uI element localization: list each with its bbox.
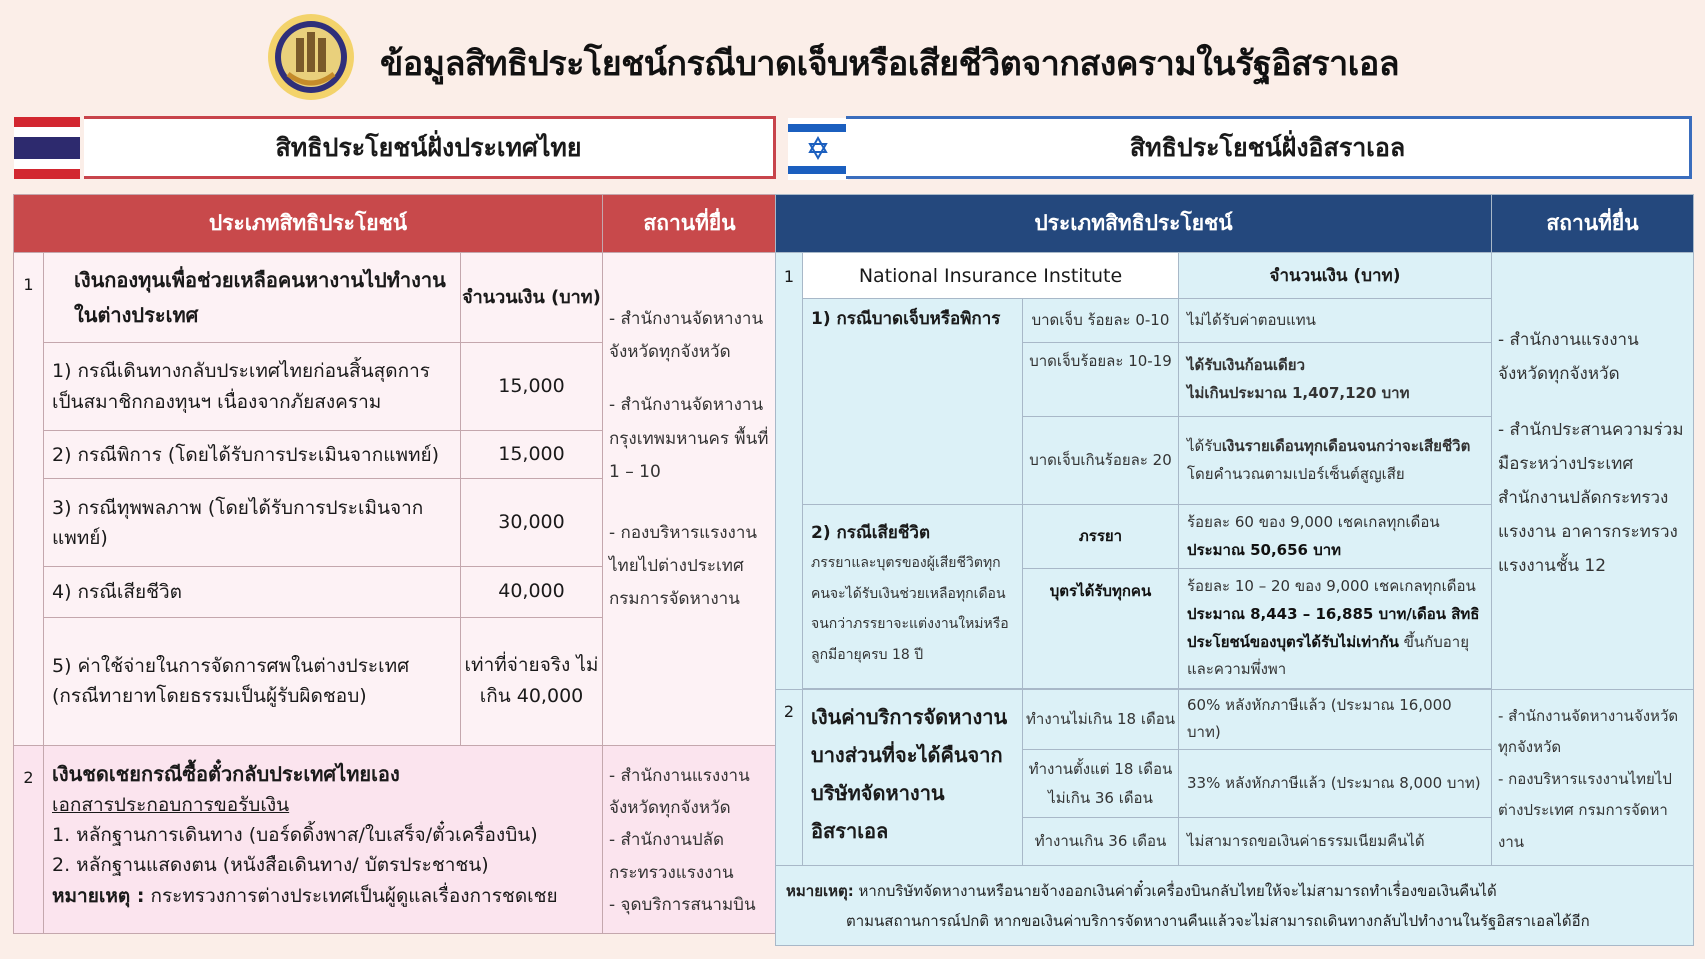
injury-value <box>1179 417 1492 505</box>
injury-value: ไม่ได้รับค่าตอบแทน <box>1179 299 1492 343</box>
injury-level: บาดเจ็บเกินร้อยละ 20 <box>1023 417 1179 505</box>
israel-death-desc: ภรรยาและบุตรของผู้เสียชีวิตทุกคนจะได้รับเงินช่วยเหลือทุกเดือนจนกว่าภรรยาจะแต่งงานใหม่หรือลูกมีอายุครบ 18 ปี <box>811 554 1009 664</box>
note-label: หมายเหตุ: <box>786 881 854 900</box>
thai-item-amount: 30,000 <box>461 479 603 567</box>
page-title: ข้อมูลสิทธิประโยชน์กรณีบาดเจ็บหรือเสียชีวิตจากสงครามในรัฐอิสราเอล <box>380 44 1400 84</box>
spouse-amount: ประมาณ 50,656 บาท <box>1187 540 1342 559</box>
location-item: - สำนักงานปลัดกระทรวงแรงงาน <box>609 830 734 883</box>
thai-sec2-locations <box>603 745 777 933</box>
injury-value-line: ไม่เกินประมาณ 1,407,120 บาท <box>1187 383 1410 402</box>
child-post: ขึ้นกับอายุและความพึ่งพา <box>1187 632 1469 679</box>
thai-item-label: 5) ค่าใช้จ่ายในการจัดการศพในต่างประเทศ (กรณีทายาทโดยธรรมเป็นผู้รับผิดชอบ) <box>44 617 461 745</box>
israel-sec2-num: 2 <box>776 689 803 866</box>
injury-value-pre: ได้รับ <box>1187 436 1222 455</box>
injury-value <box>1179 343 1492 417</box>
location-item: - สำนักงานจัดหางานจังหวัดทุกจังหวัด <box>609 309 764 363</box>
thai-sec1-locations <box>603 253 777 746</box>
child-value-line: ร้อยละ 10 – 20 ของ 9,000 เชคเกลทุกเดือน <box>1187 577 1476 595</box>
note-label: หมายเหตุ : <box>52 884 145 907</box>
location-item: - สำนักงานจัดหางานจังหวัดทุกจังหวัด <box>1498 706 1679 756</box>
injury-value-line: ได้รับเงินก้อนเดียว <box>1187 355 1305 374</box>
injury-value-bold: เงินรายเดือนทุกเดือนจนกว่าจะเสียชีวิต <box>1221 436 1471 455</box>
child-amount-line <box>1187 601 1483 684</box>
thai-item-label: 4) กรณีเสียชีวิต <box>44 567 461 617</box>
thai-item-label: 2) กรณีพิการ (โดยได้รับการประเมินจากแพทย์) <box>44 431 461 479</box>
thai-sec2-doc: 1. หลักฐานการเดินทาง (บอร์ดดิ้งพาส/ใบเสร็จ/ตั๋วเครื่องบิน) <box>52 824 538 847</box>
spouse-value-line: ร้อยละ 60 ของ 9,000 เชคเกลทุกเดือน <box>1187 512 1440 531</box>
child-label: บุตรได้รับทุกคน <box>1023 569 1179 689</box>
refund-value: ไม่สามารถขอเงินค่าธรรมเนียมคืนได้ <box>1179 818 1492 866</box>
thai-header-location: สถานที่ยื่น <box>603 195 777 253</box>
israel-death-title: 2) กรณีเสียชีวิต <box>811 523 930 543</box>
israel-header-location: สถานที่ยื่น <box>1492 195 1694 253</box>
israel-sec1-institute: National Insurance Institute <box>803 253 1179 299</box>
refund-period: ทำงานไม่เกิน 18 เดือน <box>1023 689 1179 750</box>
israel-sec2-title: เงินค่าบริการจัดหางานบางส่วนที่จะได้คืนจากบริษัทจัดหางานอิสราเอล <box>803 689 1023 866</box>
location-item: - สำนักงานแรงงานจังหวัดทุกจังหวัด <box>609 765 750 818</box>
location-item: - จุดบริการสนามบิน <box>609 894 756 915</box>
thai-item-amount: 40,000 <box>461 567 603 617</box>
thai-header-type: ประเภทสิทธิประโยชน์ <box>14 195 603 253</box>
thai-sec2-num: 2 <box>14 745 44 933</box>
spouse-label: ภรรยา <box>1023 505 1179 569</box>
injury-value-post: โดยคำนวณตามเปอร์เซ็นต์สูญเสีย <box>1187 464 1405 483</box>
israel-note-line2: ตามนสถานการณ์ปกติ หากขอเงินค่าบริการจัดหางานคืนแล้วจะไม่สามารถเดินทางกลับไปทำงานในรัฐอิสราเอลได้อีก <box>846 911 1590 930</box>
thai-item-amount: 15,000 <box>461 431 603 479</box>
location-item: - กองบริหารแรงงานไทยไปต่างประเทศ กรมการจัดหางาน <box>1498 769 1672 851</box>
thai-sec1-num: 1 <box>14 253 44 746</box>
thai-item-label: 3) กรณีทุพพลภาพ (โดยได้รับการประเมินจากแพทย์) <box>44 479 461 567</box>
israel-benefits-table <box>775 194 1694 946</box>
thai-sec1-amount-header: จำนวนเงิน (บาท) <box>461 253 603 343</box>
israel-benefits-banner: สิทธิประโยชน์ฝั่งอิสราเอล <box>846 116 1692 179</box>
thai-sec2-title: เงินชดเชยกรณีซื้อตั๋วกลับประเทศไทยเอง <box>52 761 400 786</box>
thai-sec2-docs-label: เอกสารประกอบการขอรับเงิน <box>52 793 290 816</box>
israel-injury-title: 1) กรณีบาดเจ็บหรือพิการ <box>803 299 1023 505</box>
thai-sec1-title: เงินกองทุนเพื่อช่วยเหลือคนหางานไปทำงานในต่างประเทศ <box>44 253 461 343</box>
israel-note <box>776 866 1694 946</box>
spouse-value <box>1179 505 1492 569</box>
refund-value: 60% หลังหักภาษีแล้ว (ประมาณ 16,000 บาท) <box>1179 689 1492 750</box>
department-logo-icon <box>266 12 356 102</box>
location-item: - สำนักงานแรงงานจังหวัดทุกจังหวัด <box>1498 330 1639 384</box>
location-item: - กองบริหารแรงงานไทยไปต่างประเทศ กรมการจัดหางาน <box>609 522 758 610</box>
thai-sec2-content <box>44 745 603 933</box>
thai-item-amount: เท่าที่จ่ายจริง ไม่เกิน 40,000 <box>461 617 603 745</box>
thai-benefits-table <box>13 194 777 934</box>
child-value <box>1179 569 1492 689</box>
israel-note-line1 <box>786 876 1683 906</box>
israel-sec1-num: 1 <box>776 253 803 690</box>
israel-header-type: ประเภทสิทธิประโยชน์ <box>776 195 1492 253</box>
refund-period: ทำงานเกิน 36 เดือน <box>1023 818 1179 866</box>
note-text: กระทรวงการต่างประเทศเป็นผู้ดูแลเรื่องการชดเชย <box>144 884 558 907</box>
injury-level: บาดเจ็บร้อยละ 10-19 <box>1023 343 1179 417</box>
refund-period: ทำงานตั้งแต่ 18 เดือน ไม่เกิน 36 เดือน <box>1023 750 1179 818</box>
refund-value: 33% หลังหักภาษีแล้ว (ประมาณ 8,000 บาท) <box>1179 750 1492 818</box>
thai-item-label: 1) กรณีเดินทางกลับประเทศไทยก่อนสิ้นสุดการเป็นสมาชิกกองทุนฯ เนื่องจากภัยสงคราม <box>44 343 461 431</box>
thai-flag-icon <box>14 117 80 179</box>
child-amount: ประมาณ 8,443 – 16,885 บาท/เดือน สิทธิประโยชน์ของบุตรได้รับไม่เท่ากัน <box>1187 604 1480 651</box>
thai-sec2-doc: 2. หลักฐานแสดงตน (หนังสือเดินทาง/ บัตรประชาชน) <box>52 854 489 877</box>
note-text: หากบริษัทจัดหางานหรือนายจ้างออกเงินค่าตั๋วเครื่องบินกลับไทยให้จะไม่สามารถทำเรื่องขอเงินคืนได้ <box>853 881 1497 900</box>
israel-death-cell <box>803 505 1023 689</box>
israel-sec1-amount-header: จำนวนเงิน (บาท) <box>1179 253 1492 299</box>
location-item: - สำนักประสานความร่วมมือระหว่างประเทศ สำนักงานปลัดกระทรวงแรงงาน อาคารกระทรวงแรงงานชั้น 12 <box>1498 420 1684 576</box>
israel-sec2-locations <box>1492 689 1694 866</box>
israel-sec1-locations <box>1492 253 1694 690</box>
location-item: - สำนักงานจัดหางานกรุงเทพมหานคร พื้นที่ 1 – 10 <box>609 395 769 482</box>
thai-sec2-note <box>52 881 594 911</box>
thai-benefits-banner: สิทธิประโยชน์ฝั่งประเทศไทย <box>84 116 776 179</box>
injury-level: บาดเจ็บ ร้อยละ 0-10 <box>1023 299 1179 343</box>
thai-item-amount: 15,000 <box>461 343 603 431</box>
israel-flag-icon <box>788 118 848 180</box>
